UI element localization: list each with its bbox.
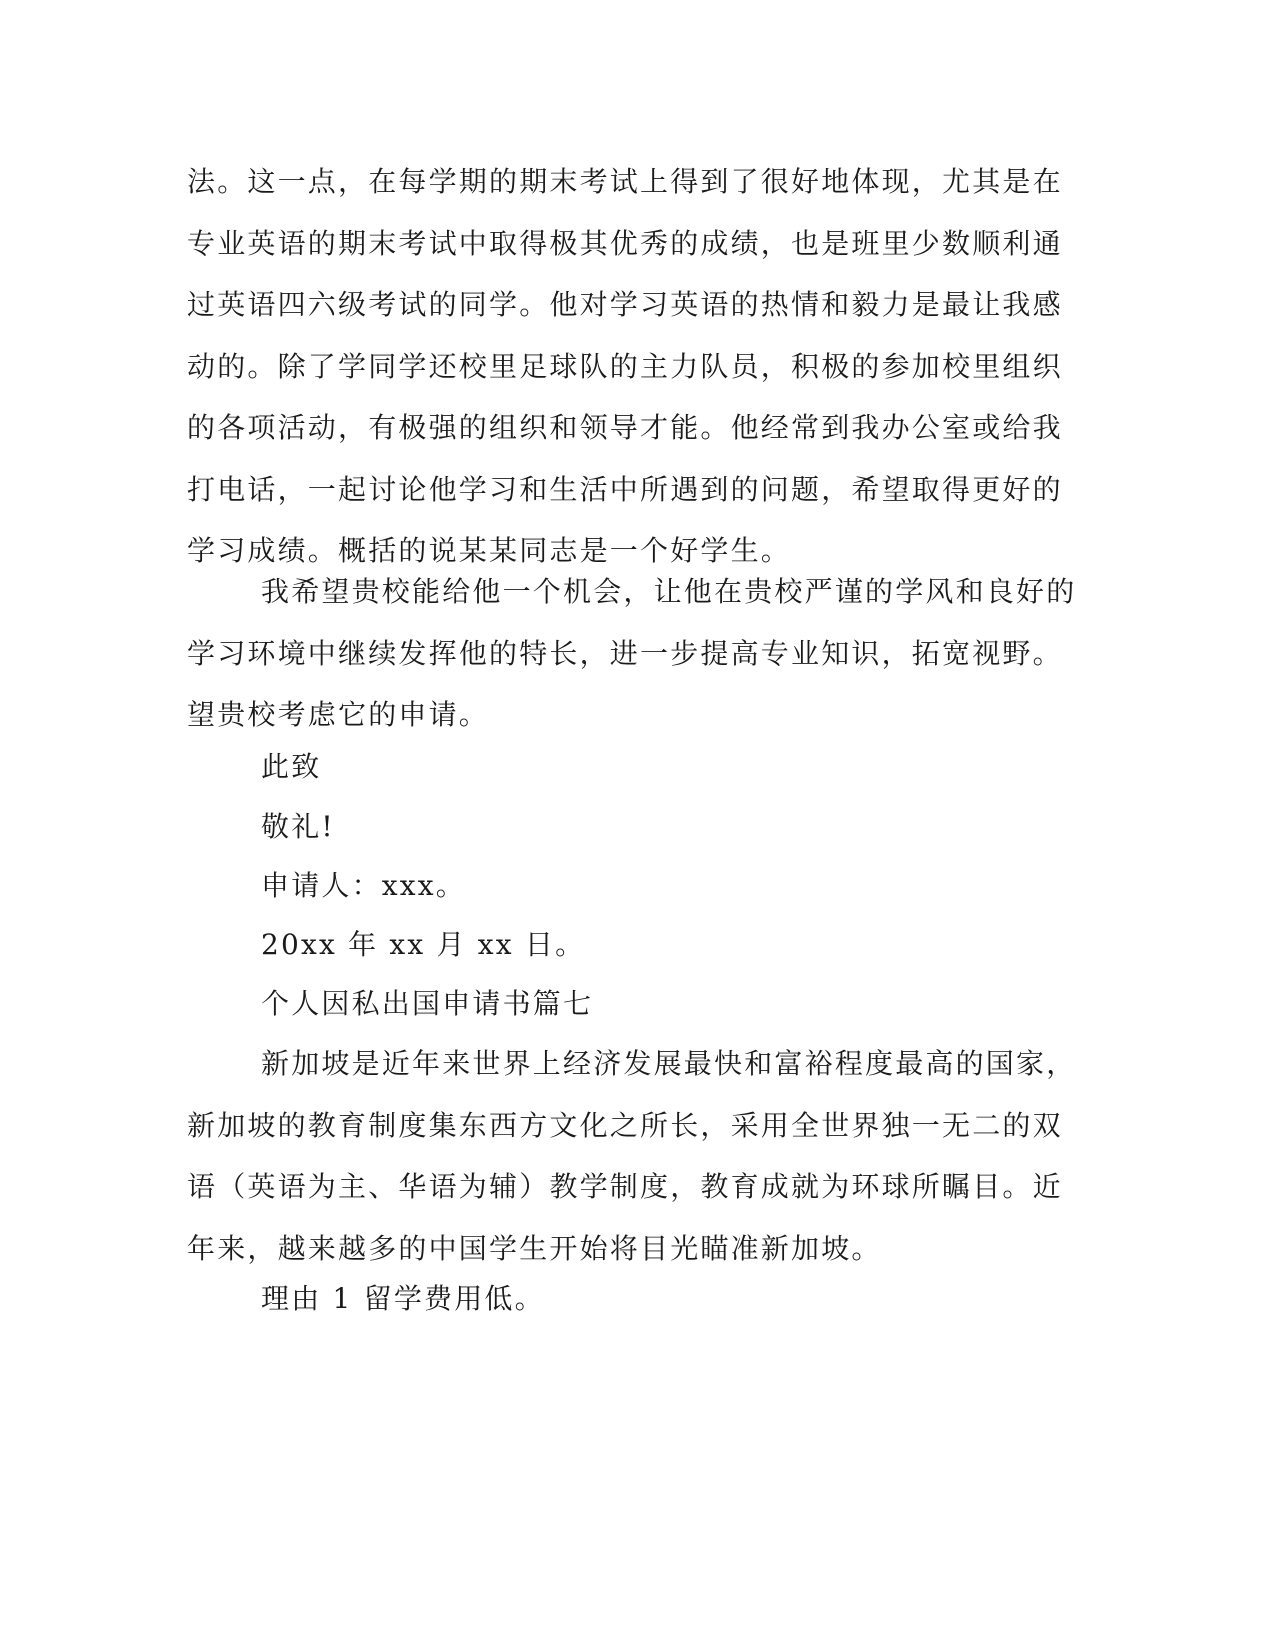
closing-regards: 敬礼! [261, 810, 335, 843]
section-heading: 个人因私出国申请书篇七 [261, 987, 594, 1020]
closing-salutation: 此致 [261, 750, 322, 783]
application-date: 20xx 年 xx 月 xx 日。 [261, 928, 586, 961]
paragraph-request: 我希望贵校能给他一个机会，让他在贵校严谨的学风和良好的学习环境中继续发挥他的特长，进一步提高专业知识，拓宽视野。望贵校考虑它的申请。 [187, 575, 1077, 731]
applicant-signature: 申请人：xxx。 [261, 869, 466, 902]
reason-one: 理由 1 留学费用低。 [261, 1282, 545, 1315]
paragraph-student-evaluation: 法。这一点，在每学期的期末考试上得到了很好地体现，尤其是在专业英语的期末考试中取得极其优秀的成绩，也是班里少数顺利通过英语四六级考试的同学。他对学习英语的热情和毅力是最让我感动的。除了学同学还校里足球队的主力队员，积极的参加校里组织的各项活动，有极强的组织和领导才能。他经常到我办公室或给我打电话，一起讨论他学习和生活中所遇到的问题，希望取得更好的学习成绩。概括的说某某同志是一个好学生。 [187, 165, 1063, 567]
paragraph-singapore-intro: 新加坡是近年来世界上经济发展最快和富裕程度最高的国家，新加坡的教育制度集东西方文化之所长，采用全世界独一无二的双语（英语为主、华语为辅）教学制度，教育成就为环球所瞩目。近年来，越来越多的中国学生开始将目光瞄准新加坡。 [187, 1047, 1077, 1265]
